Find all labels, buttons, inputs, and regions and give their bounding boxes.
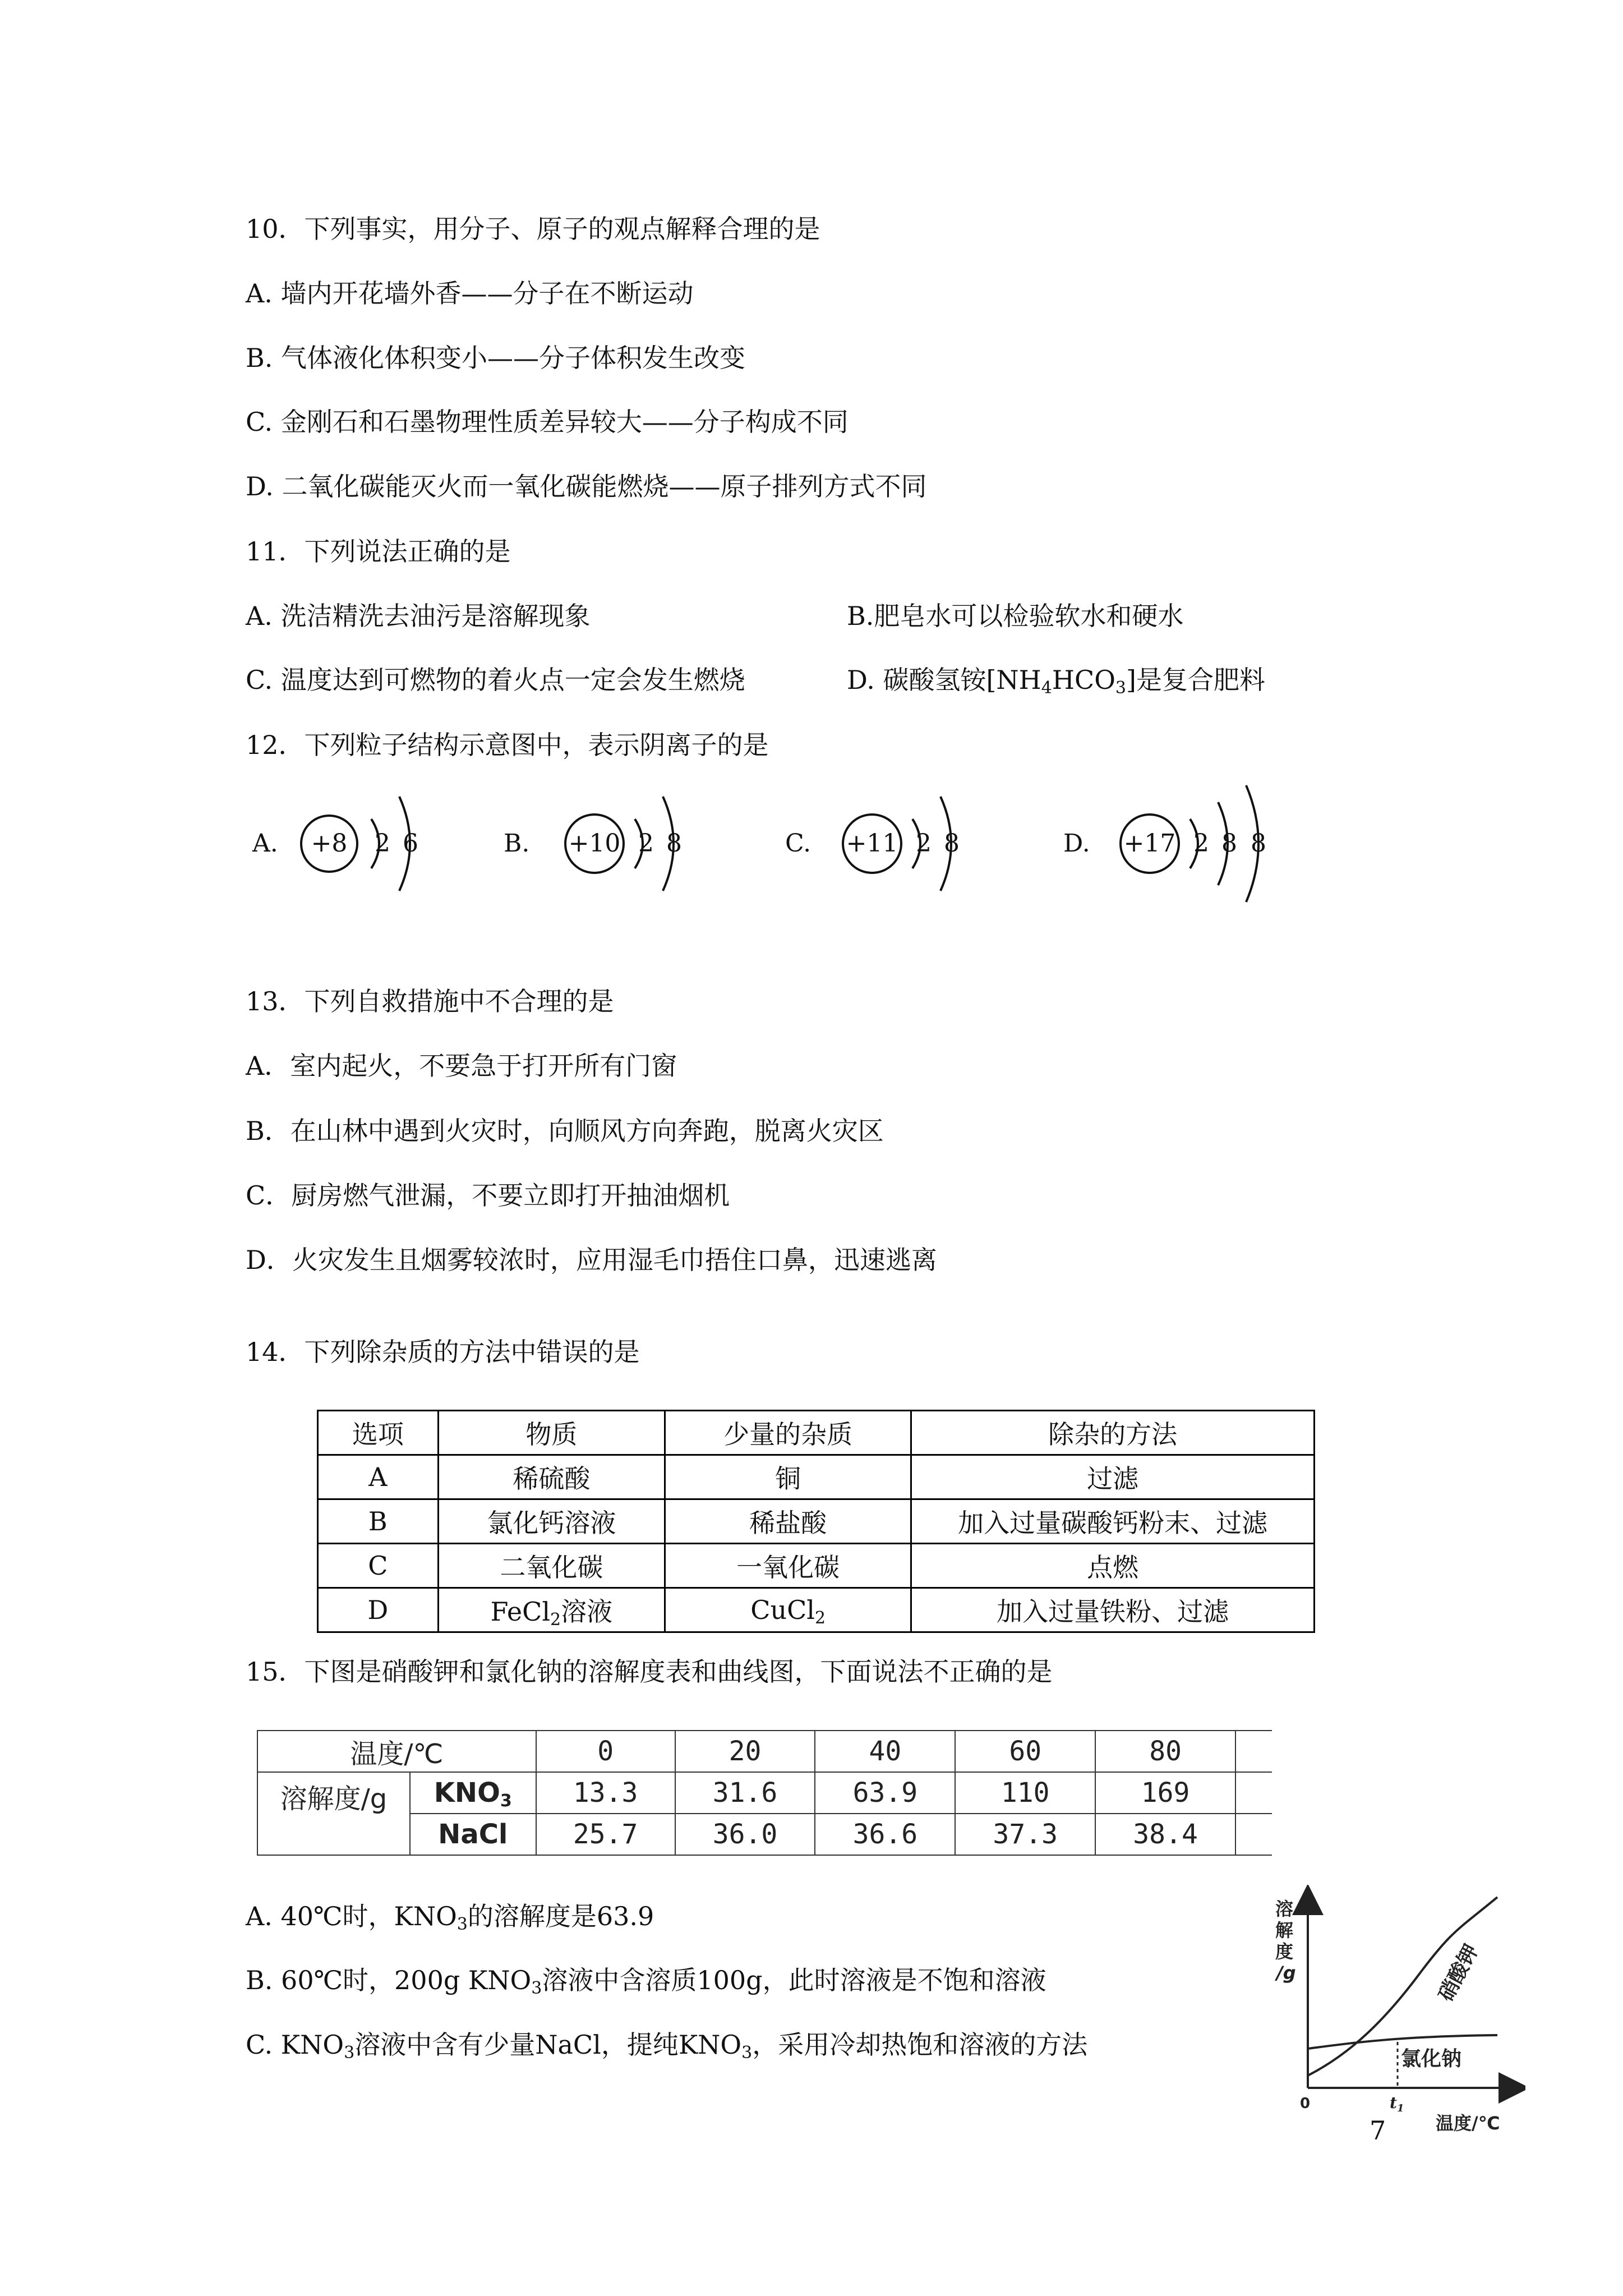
- header-substance: 物质: [438, 1411, 665, 1455]
- option-b-particle-diagram: [504, 797, 682, 891]
- q13-option-c: C．厨房燃气泄漏，不要立即打开抽油烟机: [246, 1180, 730, 1211]
- cell-impurity: 一氧化碳: [665, 1544, 911, 1588]
- q13-option-b: B．在山林中遇到火灾时，向顺风方向奔跑，脱离火灾区: [246, 1116, 884, 1146]
- nacl-value: 37.3: [955, 1814, 1095, 1855]
- option-d-shell-1-count: 2: [1193, 829, 1209, 858]
- table-header-row: [318, 1411, 1315, 1455]
- cell-substance: 二氧化碳: [438, 1544, 665, 1588]
- empty-cell: [1235, 1814, 1272, 1855]
- y-axis-label-2: 解: [1275, 1920, 1294, 1941]
- cell-impurity: 铜: [665, 1455, 911, 1499]
- cell-option: B: [318, 1499, 439, 1544]
- empty-cell: [1235, 1731, 1272, 1772]
- q15-option-c: C. $KNO_3$溶液中含有少量NaCl，提纯$KNO_3$，采用冷却热饱和溶液的方法: [246, 2030, 1088, 2063]
- option-a-nucleus-charge: +8: [311, 829, 348, 858]
- q11-option-d: D. 碳酸氢铵$[NH_4HCO_3]$是复合肥料: [847, 665, 1265, 698]
- q13-option-d: D．火灾发生且烟雾较浓时，应用湿毛巾捂住口鼻，迅速逃离: [246, 1245, 937, 1275]
- option-a-shell-2-count: 6: [403, 829, 418, 858]
- option-b-shell-2-count: 8: [666, 829, 682, 858]
- nacl-value: 38.4: [1095, 1814, 1235, 1855]
- option-b-nucleus-charge: +10: [568, 829, 621, 858]
- q11-option-a: A. 洗洁精洗去油污是溶解现象: [246, 601, 591, 631]
- cell-method: 加入过量碳酸钙粉末、过滤: [911, 1499, 1315, 1544]
- temp-cell: 20: [675, 1731, 815, 1772]
- kno3-value: 63.9: [815, 1772, 955, 1814]
- nacl-value: 36.6: [815, 1814, 955, 1855]
- q14-table: [317, 1410, 1315, 1633]
- cell-method: 加入过量铁粉、过滤: [911, 1588, 1315, 1632]
- cell-substance: 稀硫酸: [438, 1455, 665, 1499]
- q15-option-a: A. 40℃时，$KNO_3$的溶解度是63.9: [246, 1901, 654, 1934]
- option-d-shell-3-count: 8: [1251, 829, 1266, 858]
- header-impurity: 少量的杂质: [665, 1411, 911, 1455]
- option-d-particle-diagram: [1063, 785, 1266, 902]
- option-a-shell-1-count: 2: [375, 829, 390, 858]
- cell-impurity: CuCl$_2$: [665, 1588, 911, 1632]
- cell-method: 点燃: [911, 1544, 1315, 1588]
- y-axis-label-1: 溶: [1275, 1898, 1294, 1920]
- t1-label: $t_1$: [1390, 2093, 1404, 2114]
- nacl-value: 36.0: [675, 1814, 815, 1855]
- x-axis-label: 温度/℃: [1436, 2113, 1500, 2134]
- option-c-shell-1-count: 2: [916, 829, 932, 858]
- temp-cell: 0: [536, 1731, 675, 1772]
- q15-option-b: B. 60℃时，200g $KNO_3$溶液中含溶质100g，此时溶液是不饱和溶液: [246, 1965, 1046, 1998]
- y-axis-label-4: /g: [1276, 1962, 1296, 1984]
- solubility-curve-graph: [1273, 1885, 1525, 2154]
- q10-option-d: D. 二氧化碳能灭火而一氧化碳能燃烧——原子排列方式不同: [246, 471, 927, 501]
- solubility-header: 溶解度/g: [257, 1772, 410, 1855]
- q10-option-b: B. 气体液化体积变小——分子体积发生改变: [246, 343, 746, 373]
- temperature-header: 温度/℃: [257, 1731, 536, 1772]
- q11-option-b: B.肥皂水可以检验软水和硬水: [847, 601, 1184, 631]
- cell-substance: 氯化钙溶液: [438, 1499, 665, 1544]
- y-axis-label-3: 度: [1275, 1941, 1294, 1962]
- q11-stem: 11．下列说法正确的是: [246, 536, 511, 567]
- option-b-label: B.: [504, 829, 530, 858]
- particle-diagrams: [241, 774, 1363, 909]
- temp-cell: 80: [1095, 1731, 1235, 1772]
- header-method: 除杂的方法: [911, 1411, 1315, 1455]
- cell-method: 过滤: [911, 1455, 1315, 1499]
- kno3-value: 169: [1095, 1772, 1235, 1814]
- nacl-curve: [1308, 2035, 1497, 2049]
- page-number: 7: [1370, 2115, 1386, 2146]
- cell-option: D: [318, 1588, 439, 1632]
- table-row: [318, 1544, 1315, 1588]
- option-b-shell-1-count: 2: [638, 829, 654, 858]
- kno3-value: 13.3: [536, 1772, 675, 1814]
- table-row: [318, 1499, 1315, 1544]
- kno3-value: 31.6: [675, 1772, 815, 1814]
- nacl-label: NaCl: [410, 1814, 536, 1855]
- table-row: [257, 1731, 1272, 1772]
- empty-cell: [1235, 1772, 1272, 1814]
- header-option: 选项: [318, 1411, 439, 1455]
- q10-stem: 10．下列事实，用分子、原子的观点解释合理的是: [246, 214, 820, 244]
- option-d-shell-2-count: 8: [1221, 829, 1237, 858]
- option-d-label: D.: [1063, 829, 1090, 858]
- q15-solubility-table: [257, 1730, 1272, 1856]
- q12-stem: 12．下列粒子结构示意图中，表示阴离子的是: [246, 730, 769, 760]
- origin-label: 0: [1300, 2095, 1311, 2112]
- q10-option-a: A. 墙内开花墙外香——分子在不断运动: [246, 278, 694, 309]
- table-row: [257, 1772, 1272, 1814]
- kno3-curve-label: 硝酸钾: [1434, 1940, 1483, 2005]
- option-d-nucleus-charge: +17: [1123, 829, 1176, 858]
- nacl-value: 25.7: [536, 1814, 675, 1855]
- temp-cell: 40: [815, 1731, 955, 1772]
- q14-stem: 14．下列除杂质的方法中错误的是: [246, 1337, 640, 1367]
- cell-option: A: [318, 1455, 439, 1499]
- option-a-particle-diagram: [252, 797, 418, 891]
- option-c-shell-2-count: 8: [944, 829, 960, 858]
- option-c-nucleus-charge: +11: [846, 829, 898, 858]
- q10-option-c: C. 金刚石和石墨物理性质差异较大——分子构成不同: [246, 407, 849, 437]
- table-row: [318, 1588, 1315, 1632]
- q11-option-c: C. 温度达到可燃物的着火点一定会发生燃烧: [246, 665, 745, 695]
- q13-option-a: A．室内起火，不要急于打开所有门窗: [246, 1051, 677, 1081]
- nacl-curve-label: 氯化钠: [1401, 2047, 1462, 2070]
- kno3-value: 110: [955, 1772, 1095, 1814]
- cell-impurity: 稀盐酸: [665, 1499, 911, 1544]
- kno3-label: $KNO_3$: [410, 1772, 536, 1814]
- cell-option: C: [318, 1544, 439, 1588]
- q13-stem: 13．下列自救措施中不合理的是: [246, 986, 614, 1016]
- option-c-label: C.: [785, 829, 811, 858]
- temp-cell: 60: [955, 1731, 1095, 1772]
- q15-stem: 15．下图是硝酸钾和氯化钠的溶解度表和曲线图，下面说法不正确的是: [246, 1657, 1053, 1687]
- table-row: [318, 1455, 1315, 1499]
- cell-substance: FeCl$_2$溶液: [438, 1588, 665, 1632]
- option-a-label: A.: [252, 829, 278, 858]
- table-row: [257, 1814, 1272, 1855]
- option-c-particle-diagram: [785, 797, 960, 891]
